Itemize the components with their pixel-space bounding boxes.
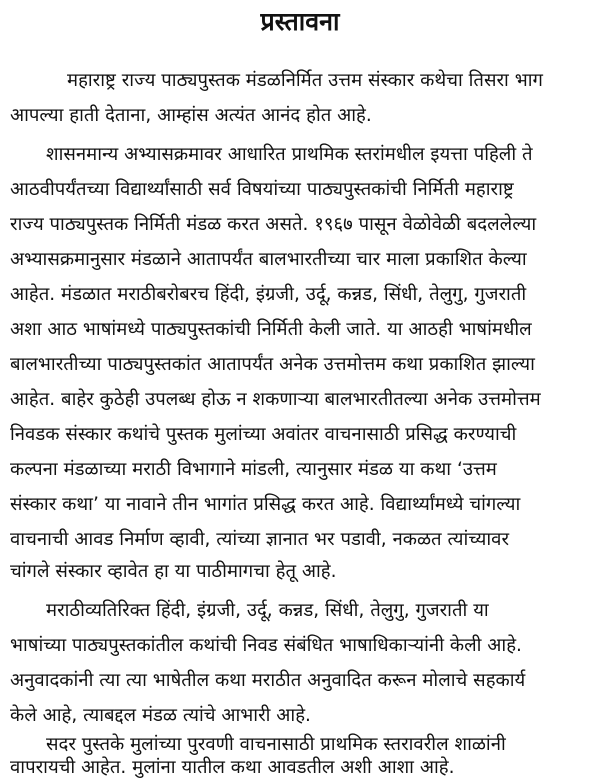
body-line: अनुवादकांनी त्या त्या भाषेतील कथा मराठीत अनुवादित करून मोलाचे सहकार्य bbox=[10, 670, 526, 691]
body-line: आहेत. बाहेर कुठेही उपलब्ध होऊ न शकणाऱ्या बालभारतीतल्या अनेक उत्तमोत्तम bbox=[10, 389, 541, 410]
body-line: महाराष्ट्र राज्य पाठ्यपुस्तक मंडळनिर्मित उत्तम संस्कार कथेचा तिसरा भाग bbox=[67, 70, 543, 91]
body-line: चांगले संस्कार व्हावेत हा या पाठीमागचा हेतू आहे. bbox=[10, 561, 337, 582]
body-line: भाषांच्या पाठ्यपुस्तकांतील कथांची निवड संबंधित भाषाधिकाऱ्यांनी केली आहे. bbox=[10, 635, 522, 656]
body-line: वाचनाची आवड निर्माण व्हावी, त्यांच्या ज्ञानात भर पडावी, नकळत त्यांच्यावर bbox=[10, 529, 510, 550]
body-line: आठवीपर्यंतच्या विद्यार्थ्यांसाठी सर्व विषयांच्या पाठ्यपुस्तकांची निर्मिती महाराष्ट्र bbox=[10, 179, 514, 200]
page-title: प्रस्तावना bbox=[260, 7, 340, 36]
body-line: वापरायची आहेत. मुलांना यातील कथा आवडतील अशी आशा आहे. bbox=[10, 757, 455, 778]
body-line: आहेत. मंडळात मराठीबरोबरच हिंदी, इंग्रजी, उर्दू, कन्नड, सिंधी, तेलुगु, गुजराती bbox=[10, 284, 527, 305]
body-line: सदर पुस्तके मुलांच्या पुरवणी वाचनासाठी प्राथमिक स्तरावरील शाळांनी bbox=[46, 734, 506, 755]
body-line: शासनमान्य अभ्यासक्रमावर आधारित प्राथमिक स्तरांमधील इयत्ता पहिली ते bbox=[46, 144, 533, 165]
body-line: निवडक संस्कार कथांचे पुस्तक मुलांच्या अवांतर वाचनासाठी प्रसिद्ध करण्याची bbox=[10, 424, 517, 445]
body-line: मराठीव्यतिरिक्त हिंदी, इंग्रजी, उर्दू, कन्नड, सिंधी, तेलुगु, गुजराती या bbox=[46, 600, 489, 621]
body-line: अभ्यासक्रमानुसार मंडळाने आतापर्यंत बालभारतीच्या चार माला प्रकाशित केल्या bbox=[10, 249, 527, 270]
body-line: आपल्या हाती देताना, आम्हांस अत्यंत आनंद होत आहे. bbox=[10, 105, 372, 126]
body-line: संस्कार कथा’ या नावाने तीन भागांत प्रसिद्ध करत आहे. विद्यार्थ्यांमध्ये चांगल्या bbox=[10, 494, 521, 515]
body-line: बालभारतीच्या पाठ्यपुस्तकांत आतापर्यंत अनेक उत्तमोत्तम कथा प्रकाशित झाल्या bbox=[10, 354, 535, 375]
body-line: राज्य पाठ्यपुस्तक निर्मिती मंडळ करत असते. १९६७ पासून वेळोवेळी बदललेल्या bbox=[10, 214, 537, 235]
body-line: केले आहे, त्याबद्दल मंडळ त्यांचे आभारी आहे. bbox=[10, 705, 311, 726]
body-line: कल्पना मंडळाच्या मराठी विभागाने मांडली, त्यानुसार मंडळ या कथा ‘उत्तम bbox=[10, 459, 497, 480]
body-line: अशा आठ भाषांमध्ये पाठ्यपुस्तकांची निर्मिती केली जाते. या आठही भाषांमधील bbox=[10, 319, 532, 340]
